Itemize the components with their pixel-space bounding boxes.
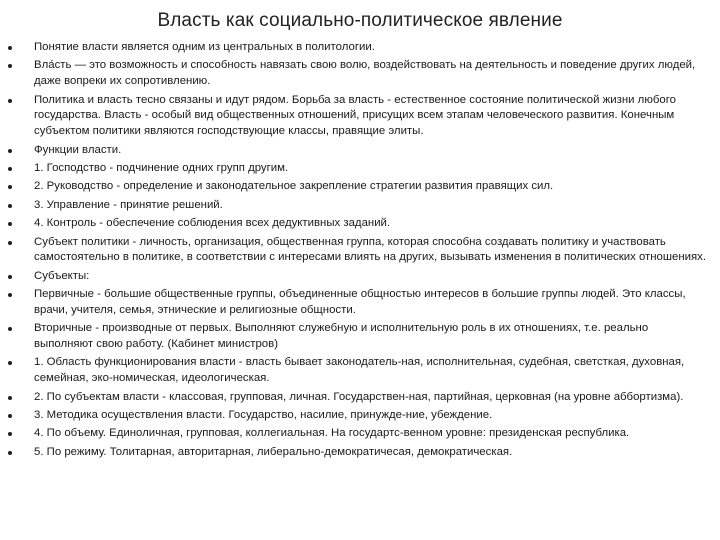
bullet-text: 4. Контроль - обеспечение соблюдения всех дедуктивных заданий.: [34, 217, 391, 230]
bullet-dot-icon: [8, 396, 12, 400]
bullet-text: 5. По режиму. Толитарная, авторитарная, либерально-демократичесая, демократическая.: [34, 445, 513, 458]
bullet-text: Функции власти.: [34, 143, 122, 156]
slide-title: Власть как социально-политическое явление: [157, 10, 563, 31]
bullet-item: [8, 269, 708, 285]
bullet-text: 1. Господство - подчинение одних групп другим.: [34, 161, 289, 174]
bullet-item: [8, 390, 708, 406]
bullet-dot-icon: [8, 275, 12, 279]
bullet-text: 1. Область функционирования власти - власть бывает законодатель-ная, исполнительная, судебная, светсткая, духовная, семейная, эко-номическая, идеологическая.: [34, 356, 685, 385]
bullet-item: [8, 143, 708, 159]
bullet-item: [8, 161, 708, 177]
bullet-item: [8, 58, 708, 90]
bullet-item: [8, 93, 708, 140]
bullet-text: Субъекты:: [34, 269, 90, 282]
bullet-dot-icon: [8, 451, 12, 455]
bullet-dot-icon: [8, 241, 12, 245]
bullet-dot-icon: [8, 46, 12, 50]
bullet-dot-icon: [8, 99, 12, 103]
bullet-text: Субъект политики - личность, организация, общественная группа, которая способна создавать политику и участвовать самостоятельно в политике, в соответствии с интересами влиять на других, вызывать изменения в политических отношениях.: [34, 235, 707, 264]
bullet-dot-icon: [8, 432, 12, 436]
bullet-dot-icon: [8, 64, 12, 68]
bullet-text: Политика и власть тесно связаны и идут рядом. Борьба за власть - естественное состояние политической жизни любого государства. Власть - особый вид общественных отношений, присущих всем этапам человеческого развития. Конечным субъектом политики являются господствующие классы, правящие элиты.: [34, 93, 676, 138]
bullet-item: [8, 198, 708, 214]
bullet-dot-icon: [8, 414, 12, 418]
bullet-item: [8, 216, 708, 232]
bullet-dot-icon: [8, 361, 12, 365]
bullet-text: 2. По субъектам власти - классовая, групповая, личная. Государствен-ная, партийная, церковная (на уровне аббортизма).: [34, 390, 684, 403]
bullet-dot-icon: [8, 222, 12, 226]
bullet-dot-icon: [8, 327, 12, 331]
bullet-item: [8, 287, 708, 319]
bullet-list: [8, 40, 708, 463]
bullet-dot-icon: [8, 204, 12, 208]
bullet-item: [8, 321, 708, 353]
bullet-text: Первичные - большие общественные группы, объединенные общностью интересов в большие группы людей. Это классы, врачи, учителя, семья, этнические и религиозные общности.: [34, 288, 686, 316]
bullet-text: 3. Управление - принятие решений.: [34, 198, 223, 211]
bullet-item: [8, 40, 708, 56]
bullet-dot-icon: [8, 293, 12, 297]
bullet-item: [8, 179, 708, 195]
bullet-dot-icon: [8, 185, 12, 189]
bullet-dot-icon: [8, 149, 12, 153]
bullet-item: [8, 408, 708, 424]
bullet-item: [8, 355, 708, 387]
bullet-text: Вторичные - производные от первых. Выполняют служебную и исполнительную роль в их отношениях, т.е. реально выполняют свою работу. (Кабинет министров): [34, 322, 649, 351]
bullet-item: [8, 235, 708, 267]
bullet-text: Понятие власти является одним из центральных в политологии.: [34, 41, 375, 53]
bullet-item: [8, 445, 708, 461]
bullet-text: 2. Руководство - определение и законодательное закрепление стратегии развития правящих сил.: [34, 180, 554, 193]
bullet-item: [8, 426, 708, 442]
bullet-text: Вла́сть — это возможность и способность навязать свою волю, воздействовать на деятельность и поведение других людей, даже вопреки их сопротивлению.: [34, 59, 696, 88]
bullet-dot-icon: [8, 167, 12, 171]
bullet-text: 3. Методика осуществления власти. Государство, насилие, принужде-ние, убеждение.: [34, 409, 493, 422]
bullet-text: 4. По объему. Единоличная, групповая, коллегиальная. На государтс-венном уровне: президенская республика.: [34, 427, 630, 440]
